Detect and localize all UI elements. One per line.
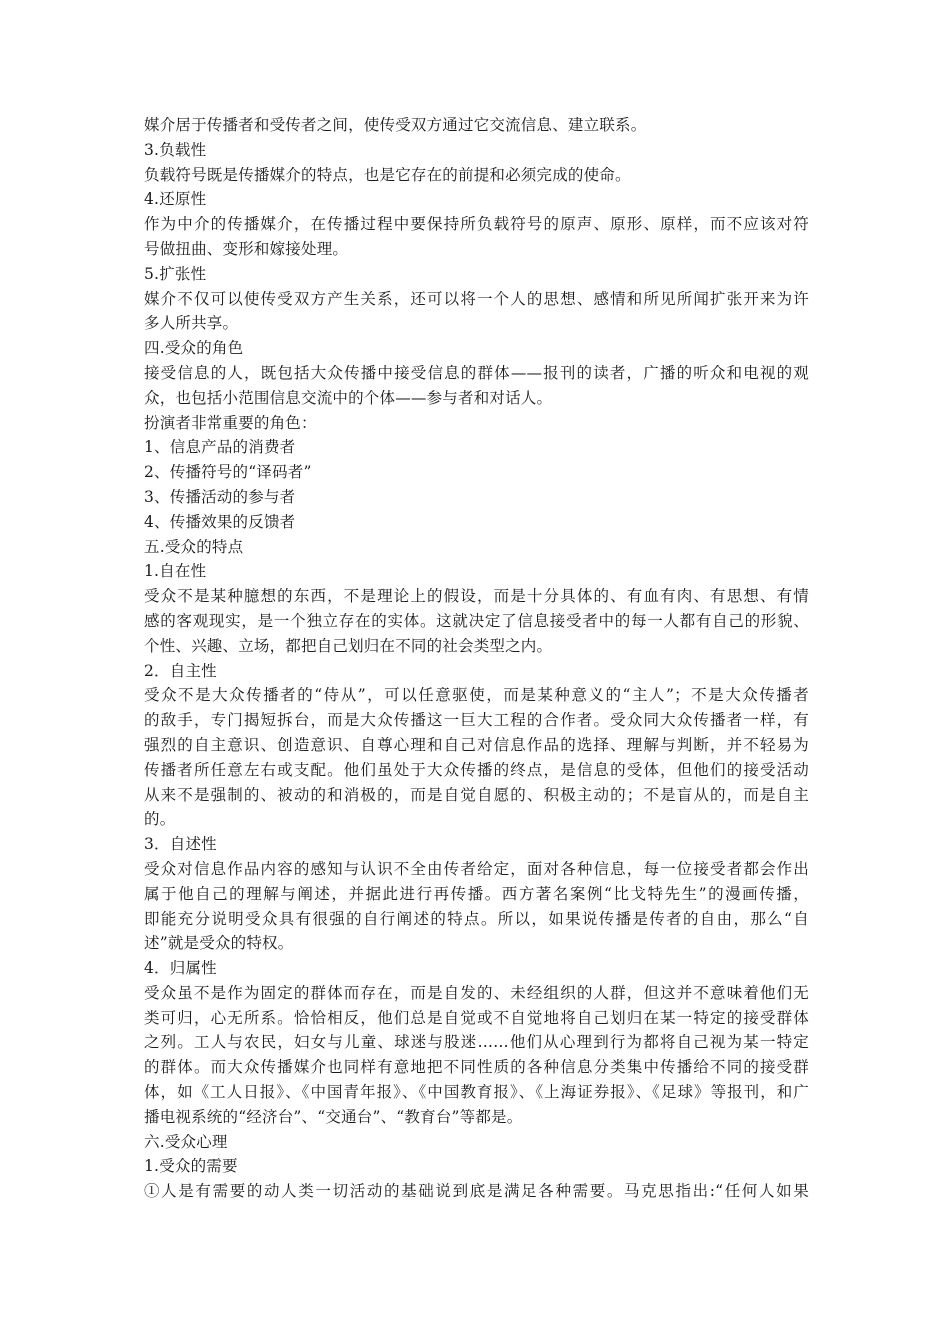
text-line: 即能充分说明受众具有很强的自行阐述的特点。所以，如果说传播是传者的自由，那么“自 (144, 909, 809, 928)
text-line: 的群体。而大众传播媒介也同样有意地把不同性质的各种信息分类集中传播给不同的接受群 (144, 1058, 809, 1077)
text-line: 受众不是大众传播者的“侍从”，可以任意驱使，而是某种意义的“主人”；不是大众传播者 (144, 686, 809, 705)
text-line: 众，也包括小范围信息交流中的个体——参与者和对话人。 (144, 388, 553, 407)
text-line: 属于他自己的理解与阐述，并据此进行再传播。西方著名案例“比戈特先生”的漫画传播， (144, 884, 809, 903)
text-line: 六.受众心理 (144, 1132, 228, 1151)
text-line: 播电视系统的“经济台”、“交通台”、“教育台”等都是。 (144, 1107, 523, 1126)
text-line: 传播者所任意左右或支配。他们虽处于大众传播的终点，是信息的受体，但他们的接受活动 (144, 760, 809, 779)
text-line: 个性、兴趣、立场，都把自己划归在不同的社会类型之内。 (144, 636, 553, 655)
text-line: 强烈的自主意识、创造意识、自尊心理和自己对信息作品的选择、理解与判断，并不轻易为 (144, 735, 809, 754)
text-line: 接受信息的人，既包括大众传播中接受信息的群体——报刊的读者，广播的听众和电视的观 (144, 363, 809, 382)
text-line: 4.还原性 (144, 190, 207, 209)
text-line: 受众不是某种臆想的东西，不是理论上的假设，而是十分具体的、有血有肉、有思想、有情 (144, 587, 809, 606)
text-line: 类可归，心无所系。恰恰相反，他们总是自觉或不自觉地将自己划归在某一特定的接受群体 (144, 1008, 809, 1027)
text-line: 从来不是强制的、被动的和消极的，而是自觉自愿的、积极主动的；不是盲从的，而是自主 (144, 785, 809, 804)
text-line: 4、传播效果的反馈者 (144, 512, 296, 531)
text-line: ①人是有需要的动人类一切活动的基础说到底是满足各种需要。马克思指出:“任何人如果 (144, 1182, 809, 1201)
text-line: 5.扩张性 (144, 264, 207, 283)
document-body (144, 113, 809, 1204)
text-line: 五.受众的特点 (144, 537, 244, 556)
text-line: 之列。工人与农民，妇女与儿童、球迷与股迷……他们从心理到行为都将自己视为某一特定 (144, 1033, 809, 1052)
text-line: 述”就是受众的特权。 (144, 934, 294, 953)
text-line: 感的客观现实，是一个独立存在的实体。这就决定了信息接受者中的每一人都有自己的形貌、 (144, 611, 809, 630)
text-line: 四.受众的角色 (144, 339, 244, 358)
text-line: 体，如《工人日报》、《中国青年报》、《中国教育报》、《上海证券报》、《足球》等报刊，和广 (144, 1083, 809, 1102)
text-line: 媒介不仅可以使传受双方产生关系，还可以将一个人的思想、感情和所见所闻扩张开来为许 (144, 289, 809, 308)
text-line: 3．自述性 (144, 835, 217, 854)
text-line: 1.受众的需要 (144, 1157, 238, 1176)
text-line: 受众虽不是作为固定的群体而存在，而是自发的、未经组织的人群，但这并不意味着他们无 (144, 983, 809, 1002)
text-line: 受众对信息作品内容的感知与认识不全由传者给定，面对各种信息，每一位接受者都会作出 (144, 859, 809, 878)
text-line: 多人所共享。 (144, 314, 239, 333)
text-line: 2．自主性 (144, 661, 217, 680)
text-line: 媒介居于传播者和受传者之间，使传受双方通过它交流信息、建立联系。 (144, 116, 647, 134)
text-line: 的敌手，专门揭短拆台，而是大众传播这一巨大工程的合作者。受众同大众传播者一样，有 (144, 711, 809, 730)
text-line: 1.自在性 (144, 562, 207, 581)
text-line: 号做扭曲、变形和嫁接处理。 (144, 239, 349, 258)
text-line: 3、传播活动的参与者 (144, 487, 296, 506)
text-line: 1、信息产品的消费者 (144, 438, 296, 457)
text-line: 3.负载性 (144, 140, 207, 159)
text-line: 2、传播符号的“译码者” (144, 463, 312, 482)
text-line: 作为中介的传播媒介，在传播过程中要保持所负载符号的原声、原形、原样，而不应该对符 (144, 215, 809, 234)
text-line: 4．归属性 (144, 959, 217, 978)
text-line: 负载符号既是传播媒介的特点，也是它存在的前提和必须完成的使命。 (144, 165, 631, 184)
text-line: 的。 (144, 810, 176, 829)
text-line: 扮演者非常重要的角色： (144, 413, 317, 432)
